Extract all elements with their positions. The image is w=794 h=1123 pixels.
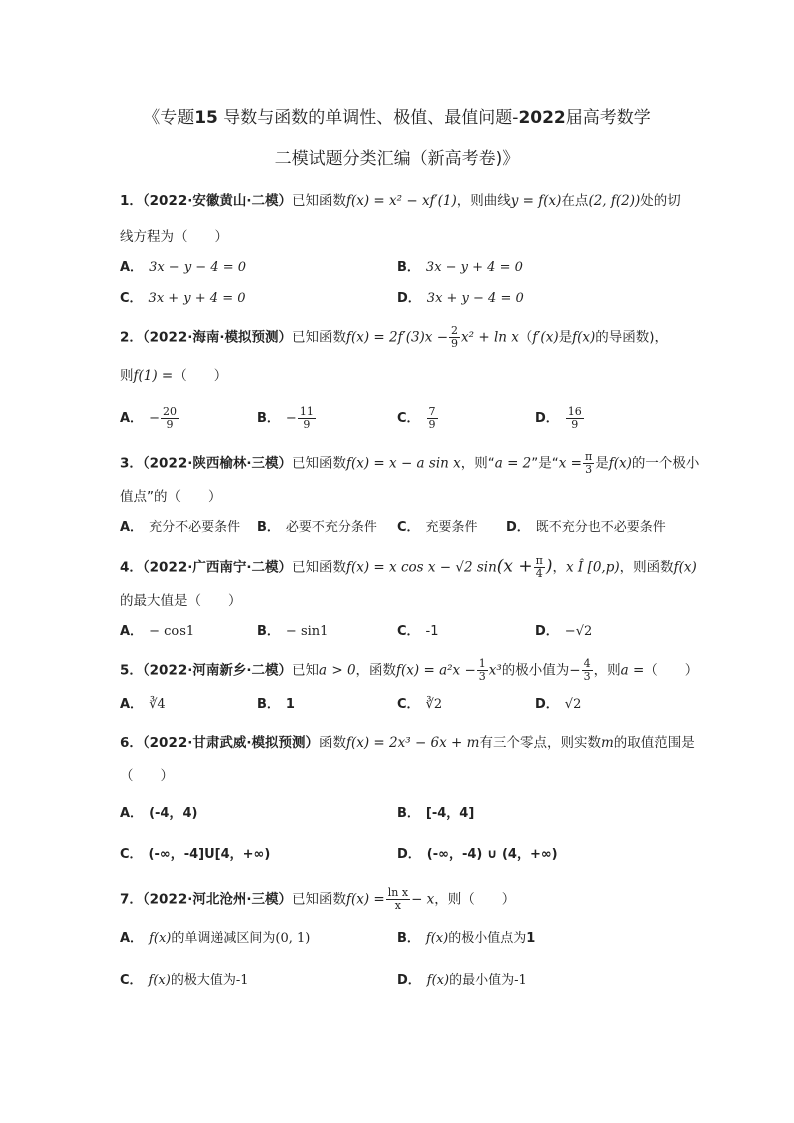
question-text: ，则（ ） xyxy=(434,891,516,908)
option-label: C． xyxy=(120,847,143,862)
question-5 xyxy=(120,658,698,683)
question-text: 已知函数 xyxy=(292,329,346,346)
question-number: 5． xyxy=(120,662,143,679)
option-text: 3x − y − 4 = 0 xyxy=(149,260,247,275)
math-paren-open: (x + xyxy=(496,556,533,577)
question-text: 则 xyxy=(120,368,134,384)
option-fx: f(x) xyxy=(425,931,449,946)
option-label: C． xyxy=(397,520,420,535)
question-text: ，函数 xyxy=(355,662,397,679)
math-function: x² + ln x xyxy=(461,329,519,346)
math-fraction xyxy=(386,887,410,912)
q3-option-b xyxy=(257,518,377,538)
fraction-denominator: x xyxy=(394,899,402,912)
option-sign: − xyxy=(149,411,160,426)
fraction-numerator: 11 xyxy=(299,405,314,418)
fraction-numerator: 4 xyxy=(583,657,591,670)
fraction-numerator: ln x xyxy=(387,886,409,899)
math-fraction xyxy=(449,325,460,350)
q1-option-b xyxy=(397,258,523,278)
question-text: 的一个极小 xyxy=(631,455,700,472)
q2-option-a xyxy=(120,406,180,431)
fraction-numerator: 16 xyxy=(567,405,582,418)
option-label: B． xyxy=(397,806,420,821)
q4-option-b xyxy=(257,622,328,642)
fraction-denominator: 9 xyxy=(451,337,459,350)
fraction-denominator: 9 xyxy=(571,418,579,431)
option-fraction xyxy=(566,406,584,431)
q3-option-a xyxy=(120,518,240,538)
question-text: （ ） xyxy=(644,662,699,679)
option-text: 的极大值为 xyxy=(170,973,236,988)
math-variable: a = xyxy=(620,662,645,679)
q2-option-d xyxy=(535,406,585,431)
question-source: （2022·河北沧州·三模） xyxy=(142,891,292,908)
q6-option-c xyxy=(120,845,270,865)
option-value: 1 xyxy=(526,931,536,946)
math-fraction xyxy=(477,658,488,683)
option-text: − sin1 xyxy=(285,624,329,639)
math-sign: − xyxy=(569,662,581,679)
question-text: 处的切 xyxy=(640,193,681,209)
math-fx: f(x) xyxy=(673,559,697,576)
option-sign: − xyxy=(285,411,297,426)
option-text: 充分不必要条件 xyxy=(149,520,241,535)
option-text: (-∞，-4) ∪ (4，+∞) xyxy=(426,847,558,862)
math-condition: a = 2 xyxy=(494,455,532,472)
question-text: ， xyxy=(552,559,567,576)
option-value: -1 xyxy=(235,973,249,988)
q7-option-a xyxy=(120,929,310,949)
option-text: 3x + y − 4 = 0 xyxy=(426,291,524,306)
q7-option-d xyxy=(397,971,527,991)
option-label: C． xyxy=(397,697,420,712)
fraction-numerator: π xyxy=(535,554,543,567)
option-text: (-4，4) xyxy=(149,806,198,821)
question-source: （2022·陕西榆林·三模） xyxy=(142,455,292,472)
option-text: [-4，4] xyxy=(425,806,475,821)
option-fx: f(x) xyxy=(426,973,450,988)
question-text: （ ） xyxy=(173,368,228,384)
q5-option-b xyxy=(257,695,295,715)
option-text: 必要不充分条件 xyxy=(285,520,377,535)
option-label: B． xyxy=(257,520,280,535)
option-label: C． xyxy=(120,973,143,988)
option-label: A． xyxy=(120,260,144,275)
option-label: C． xyxy=(120,291,143,306)
math-function: f(x) = xyxy=(346,891,385,908)
fraction-denominator: 3 xyxy=(583,670,591,683)
math-function: f(x) = 2f′(3)x − xyxy=(346,329,449,346)
math-variable: m xyxy=(600,735,614,751)
math-curve: y = f(x) xyxy=(510,193,562,209)
option-label: A． xyxy=(120,624,144,639)
q7-option-c xyxy=(120,971,249,991)
option-label: A． xyxy=(120,931,144,946)
question-4-line-2: 的最大值是（ ） xyxy=(120,593,242,609)
option-text: −√2 xyxy=(564,624,593,639)
option-label: A． xyxy=(120,697,144,712)
option-label: D． xyxy=(535,411,559,426)
math-paren-close: ) xyxy=(545,556,553,577)
title-suffix: 届高考数学 xyxy=(565,108,651,128)
option-text: 3x − y + 4 = 0 xyxy=(425,260,523,275)
question-text: 函数 xyxy=(319,735,346,751)
option-text: 充要条件 xyxy=(425,520,478,535)
option-label: B． xyxy=(257,624,280,639)
question-text: 的取值范围是 xyxy=(613,735,695,751)
math-fx: f(x) xyxy=(572,329,596,346)
math-point: (2, f(2)) xyxy=(588,193,641,209)
option-fx: f(x) xyxy=(149,931,172,946)
question-source: （2022·河南新乡·二模） xyxy=(142,662,292,679)
question-number: 7． xyxy=(120,891,143,908)
option-text: 1 xyxy=(285,697,295,712)
option-value: (0, 1) xyxy=(275,931,311,946)
option-fraction xyxy=(161,406,179,431)
question-7 xyxy=(120,887,515,912)
option-label: A． xyxy=(120,520,144,535)
q2-option-c xyxy=(397,406,439,431)
math-derivative: f′(x) xyxy=(532,329,559,346)
option-value: -1 xyxy=(514,973,527,988)
question-text: 在点 xyxy=(561,193,589,209)
title-prefix: 《专题 xyxy=(143,108,195,128)
question-text: 已知函数 xyxy=(292,455,346,472)
question-text: ，则函数 xyxy=(619,559,674,576)
fraction-denominator: 4 xyxy=(535,567,543,580)
title-year: 2022 xyxy=(518,108,566,128)
option-label: B． xyxy=(397,931,420,946)
math-function: f(x) = 2x³ − 6x + m xyxy=(346,735,480,751)
question-text: 已知 xyxy=(292,662,319,679)
q1-option-d xyxy=(397,289,524,309)
question-text: 有三个零点，则实数 xyxy=(479,735,601,751)
question-text: （ xyxy=(518,329,533,346)
question-text: 是 xyxy=(558,329,573,346)
question-source: （2022·海南·模拟预测） xyxy=(142,329,292,346)
math-function: f(x) = x² − xf′(1) xyxy=(346,193,457,209)
fraction-numerator: π xyxy=(585,450,593,463)
math-fraction xyxy=(534,555,545,580)
question-number: 6． xyxy=(120,735,143,751)
question-text: 的极小值为 xyxy=(501,662,570,679)
question-1-line-2: 线方程为（ ） xyxy=(120,229,228,245)
math-function: f(x) = x cos x − √2 sin xyxy=(346,559,497,576)
option-label: D． xyxy=(535,624,559,639)
q1-option-a xyxy=(120,258,246,278)
option-label: D． xyxy=(397,973,421,988)
option-label: B． xyxy=(257,411,280,426)
question-text: ，则“ xyxy=(460,455,495,472)
option-label: C． xyxy=(397,411,420,426)
question-6-line-2: （ ） xyxy=(120,768,174,784)
math-expression: f(1) = xyxy=(133,368,174,384)
option-text: ∛4 xyxy=(149,697,166,712)
q2-option-b xyxy=(257,406,317,431)
option-label: D． xyxy=(397,847,421,862)
q6-option-b xyxy=(397,804,474,824)
option-text: 3x + y + 4 = 0 xyxy=(148,291,246,306)
math-fraction xyxy=(583,451,594,476)
question-source: （2022·甘肃武威·模拟预测） xyxy=(142,735,319,751)
question-text: 是 xyxy=(595,455,609,472)
fraction-numerator: 20 xyxy=(162,405,177,418)
option-text: − cos1 xyxy=(149,624,195,639)
question-1 xyxy=(120,191,681,211)
option-fraction xyxy=(427,406,438,431)
option-text: (-∞，-4]U[4，+∞) xyxy=(148,847,271,862)
fraction-denominator: 9 xyxy=(303,418,311,431)
question-source: （2022·安徽黄山·二模） xyxy=(142,193,292,209)
option-fraction xyxy=(298,406,316,431)
option-text: 既不充分也不必要条件 xyxy=(535,520,666,535)
title-number: 15 xyxy=(194,108,218,128)
question-3 xyxy=(120,451,699,476)
math-condition: a > 0 xyxy=(319,662,356,679)
option-label: B． xyxy=(397,260,420,275)
question-text: 已知函数 xyxy=(292,193,346,209)
option-label: B． xyxy=(257,697,280,712)
document-title-line-1 xyxy=(0,106,794,130)
option-label: A． xyxy=(120,411,144,426)
question-number: 1． xyxy=(120,193,143,209)
q3-option-d xyxy=(506,518,666,538)
q6-option-d xyxy=(397,845,558,865)
q4-option-a xyxy=(120,622,194,642)
fraction-denominator: 3 xyxy=(478,670,486,683)
option-label: D． xyxy=(535,697,559,712)
question-source: （2022·广西南宁·二模） xyxy=(142,559,292,576)
option-text: √2 xyxy=(564,697,582,712)
fraction-numerator: 2 xyxy=(451,324,459,337)
option-fx: f(x) xyxy=(148,973,171,988)
q6-option-a xyxy=(120,804,197,824)
question-number: 3． xyxy=(120,455,143,472)
fraction-denominator: 3 xyxy=(585,463,593,476)
math-function: x³ xyxy=(488,662,502,679)
q5-option-c xyxy=(397,695,442,715)
fraction-denominator: 9 xyxy=(428,418,436,431)
question-text: 已知函数 xyxy=(292,559,346,576)
option-text: 的单调递减区间为 xyxy=(171,931,276,946)
question-4 xyxy=(120,555,697,580)
q7-option-b xyxy=(397,929,535,949)
option-label: C． xyxy=(397,624,420,639)
q5-option-d xyxy=(535,695,581,715)
q4-option-c xyxy=(397,622,439,642)
question-2-line-2 xyxy=(120,366,227,386)
question-number: 2． xyxy=(120,329,143,346)
math-function: − x xyxy=(411,891,435,908)
option-text: ∛2 xyxy=(425,697,443,712)
math-fx: f(x) xyxy=(608,455,632,472)
question-text: ”是“ xyxy=(531,455,559,472)
option-text: -1 xyxy=(425,624,439,639)
q4-option-d xyxy=(535,622,592,642)
question-text: 的导函数)， xyxy=(595,329,669,346)
option-text: 的最小值为 xyxy=(449,973,515,988)
q1-option-c xyxy=(120,289,246,309)
math-function: f(x) = x − a sin x xyxy=(346,455,461,472)
question-6 xyxy=(120,733,695,753)
math-fraction xyxy=(582,658,593,683)
fraction-numerator: 1 xyxy=(478,657,486,670)
question-3-line-2: 值点”的（ ） xyxy=(120,489,222,505)
option-label: D． xyxy=(397,291,421,306)
document-title-line-2: 二模试题分类汇编（新高考卷)》 xyxy=(274,149,520,169)
math-expression: x = xyxy=(558,455,582,472)
option-text: 的极小值点为 xyxy=(448,931,527,946)
fraction-numerator: 7 xyxy=(428,405,436,418)
question-text: ，则曲线 xyxy=(456,193,511,209)
q5-option-a xyxy=(120,695,166,715)
fraction-denominator: 9 xyxy=(166,418,174,431)
question-number: 4． xyxy=(120,559,143,576)
math-domain: x Î [0,p) xyxy=(566,559,620,576)
question-text: 已知函数 xyxy=(292,891,346,908)
question-2 xyxy=(120,325,668,350)
option-label: D． xyxy=(506,520,530,535)
title-topic: 导数与函数的单调性、极值、最值问题- xyxy=(217,108,519,128)
option-label: A． xyxy=(120,806,144,821)
math-function: f(x) = a²x − xyxy=(396,662,476,679)
q3-option-c xyxy=(397,518,478,538)
question-text: ，则 xyxy=(593,662,621,679)
